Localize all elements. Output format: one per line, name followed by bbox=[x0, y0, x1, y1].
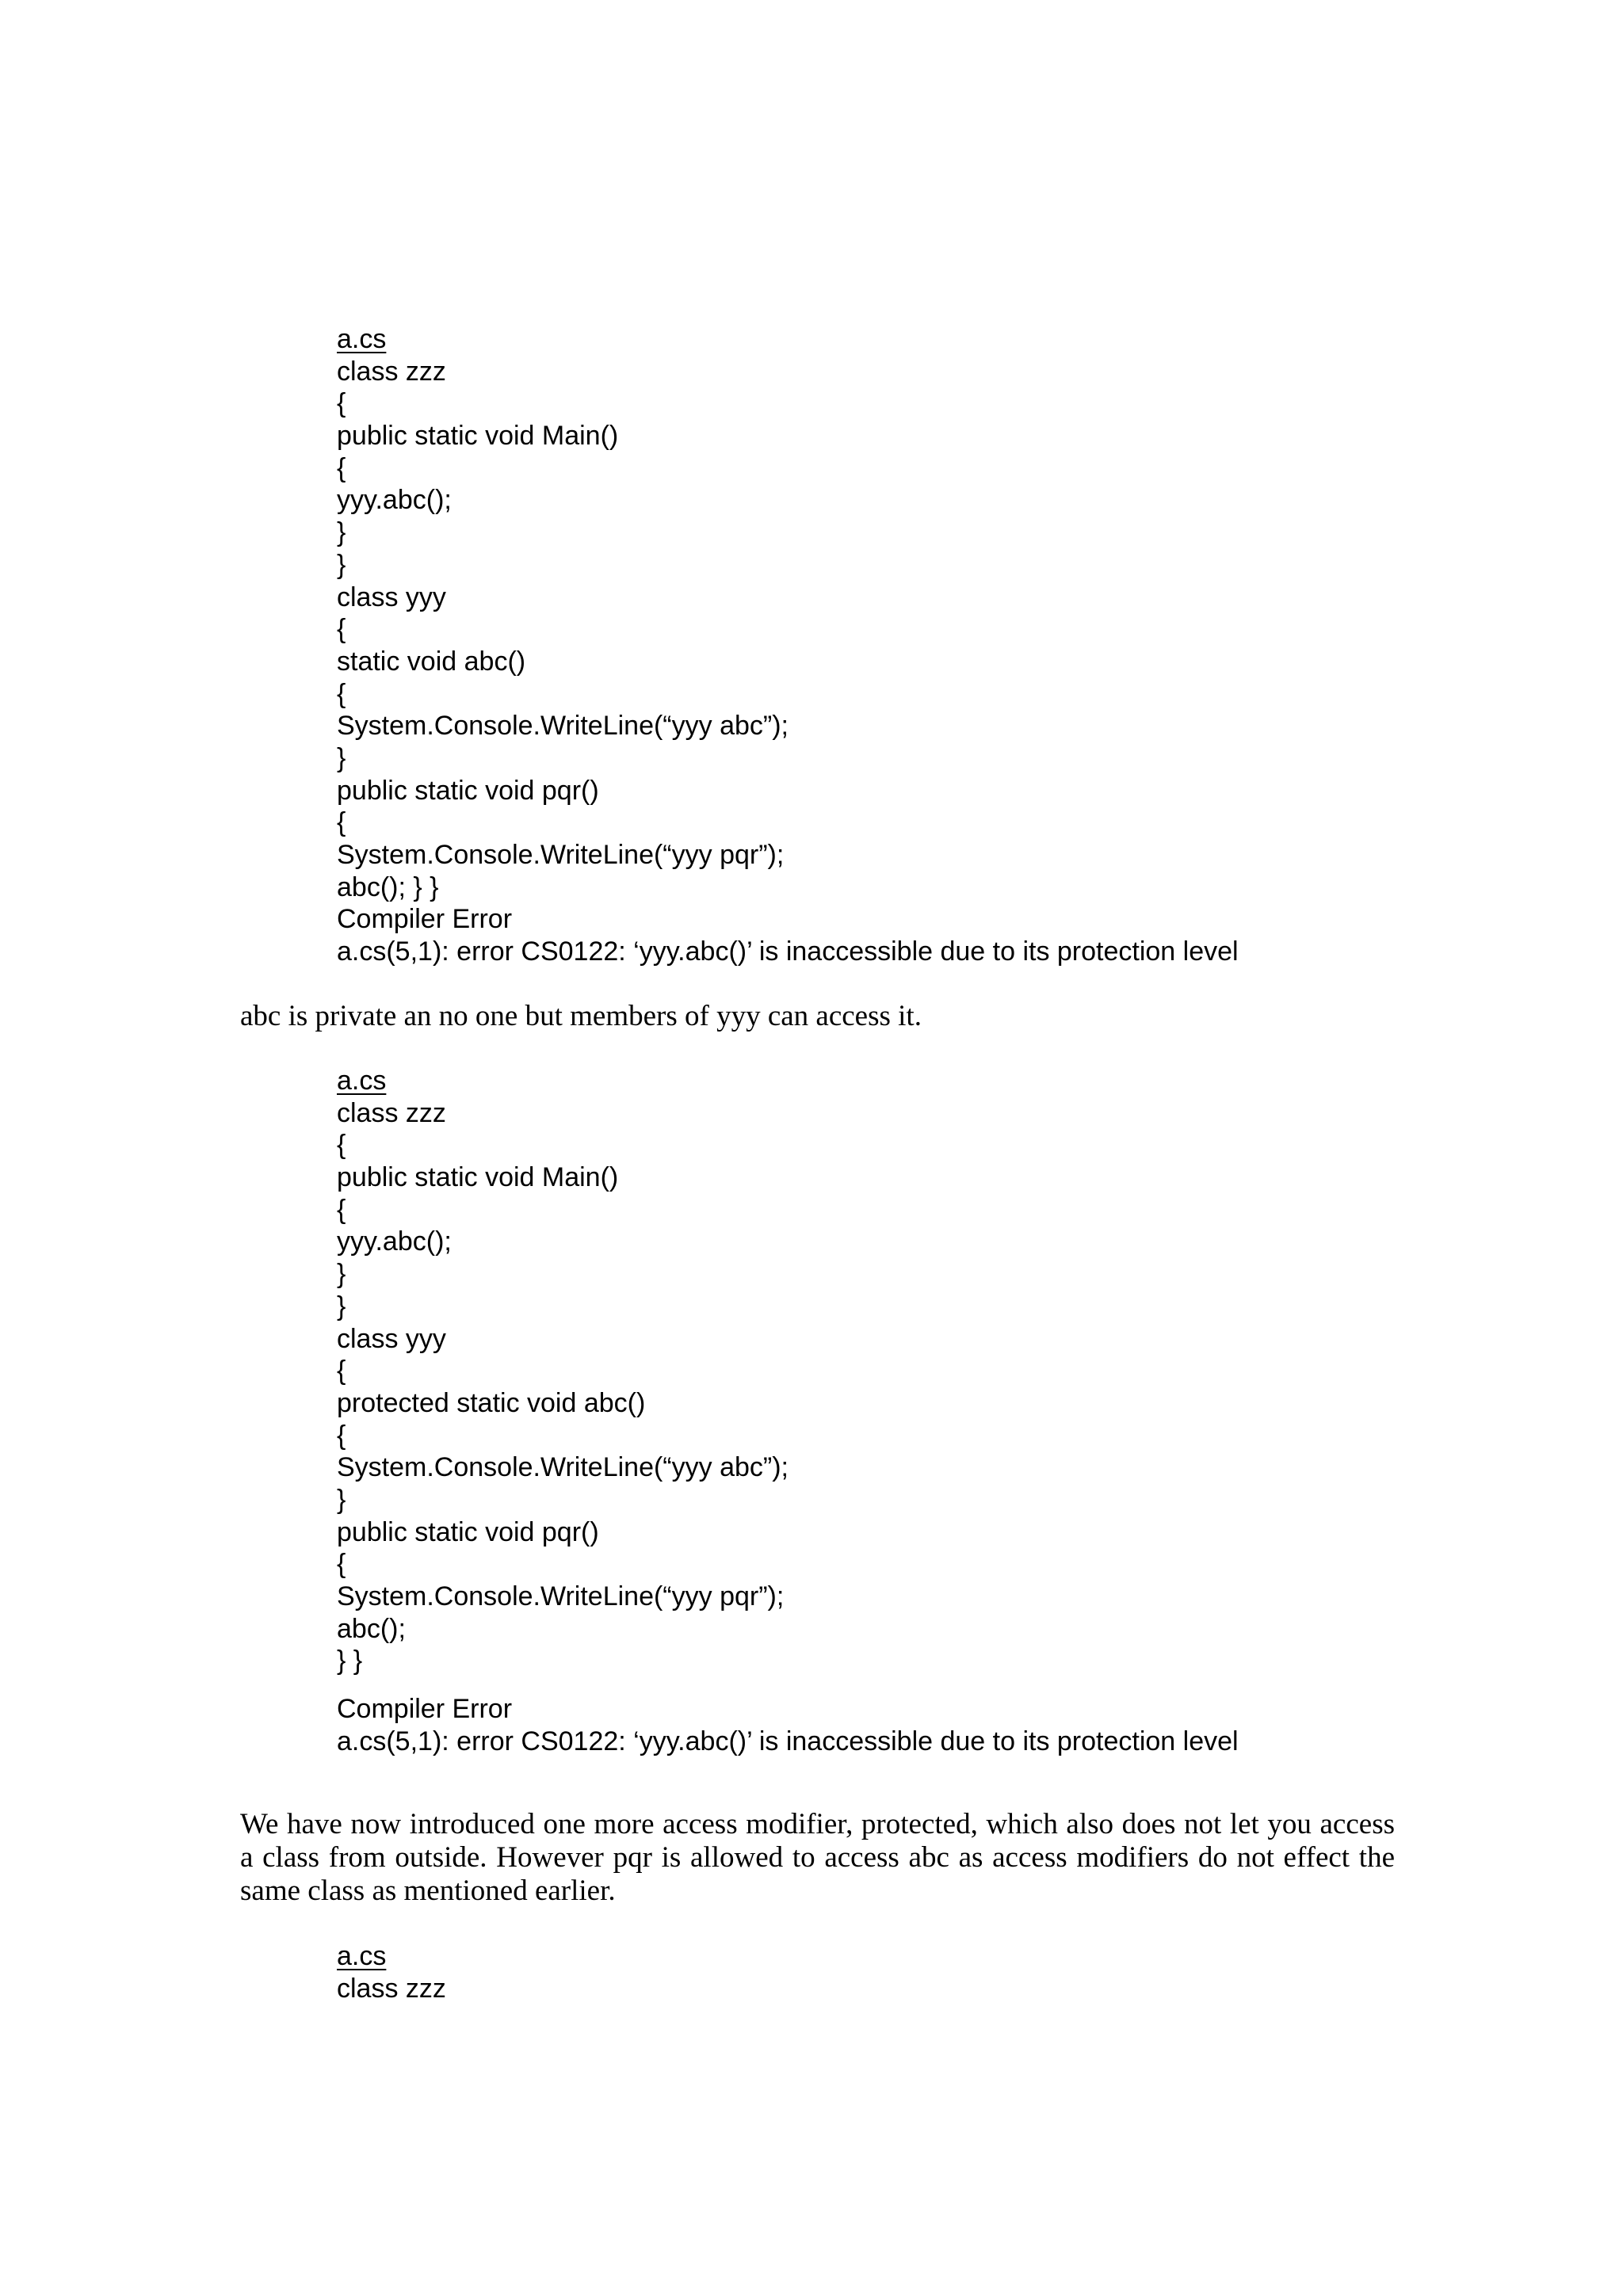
code-line: protected static void abc() bbox=[337, 1387, 646, 1418]
code-line: { bbox=[337, 1194, 346, 1225]
code-example-2 bbox=[337, 1065, 1239, 1757]
code-line: abc(); } } bbox=[337, 871, 439, 902]
explanation-paragraph-2: We have now introduced one more access modifier, protected, which also does not let you access a class from outside. However pqr is allowed to access abc as access modifiers do not effect the same class as mentioned earlier. bbox=[240, 1808, 1395, 1907]
code-line: abc(); bbox=[337, 1613, 406, 1644]
code-line: class zzz bbox=[337, 356, 446, 387]
code-line: System.Console.WriteLine(“yyy pqr”); bbox=[337, 840, 785, 870]
code-line: public static void pqr() bbox=[337, 775, 599, 806]
code-line: static void abc() bbox=[337, 646, 526, 677]
code-line: System.Console.WriteLine(“yyy abc”); bbox=[337, 711, 789, 742]
code-line: yyy.abc(); bbox=[337, 1226, 452, 1257]
code-example-1 bbox=[337, 323, 1239, 968]
code-line: { bbox=[337, 1130, 346, 1161]
code-filename: a.cs bbox=[337, 1941, 387, 1971]
code-line: System.Console.WriteLine(“yyy abc”); bbox=[337, 1452, 789, 1483]
code-line: { bbox=[337, 807, 346, 838]
code-line: { bbox=[337, 1356, 346, 1386]
code-line: System.Console.WriteLine(“yyy pqr”); bbox=[337, 1581, 785, 1611]
code-line: class zzz bbox=[337, 1097, 446, 1128]
code-line: class zzz bbox=[337, 1973, 446, 2004]
compiler-error-title: Compiler Error bbox=[337, 1694, 513, 1725]
code-example-3 bbox=[337, 1940, 446, 2004]
code-line: class yyy bbox=[337, 1323, 446, 1354]
compiler-error-message: a.cs(5,1): error CS0122: ‘yyy.abc()’ is inaccessible due to its protection level bbox=[337, 936, 1239, 967]
code-line: public static void Main() bbox=[337, 421, 619, 452]
code-line: public static void pqr() bbox=[337, 1516, 599, 1547]
code-line: yyy.abc(); bbox=[337, 485, 452, 516]
code-filename: a.cs bbox=[337, 1066, 387, 1096]
code-line: public static void Main() bbox=[337, 1162, 619, 1193]
blank-line bbox=[337, 1677, 1239, 1693]
code-line: { bbox=[337, 1420, 346, 1451]
code-line: } bbox=[337, 1291, 346, 1322]
code-line: } bbox=[337, 1259, 346, 1290]
code-line: class yyy bbox=[337, 582, 446, 612]
code-line: } bbox=[337, 517, 346, 548]
code-line: { bbox=[337, 388, 346, 419]
compiler-error-title: Compiler Error bbox=[337, 904, 513, 935]
explanation-paragraph-1: abc is private an no one but members of yyy can access it. bbox=[240, 1000, 922, 1032]
code-line: } } bbox=[337, 1646, 363, 1676]
code-line: } bbox=[337, 742, 346, 773]
code-filename: a.cs bbox=[337, 324, 387, 354]
code-line: { bbox=[337, 678, 346, 709]
code-line: } bbox=[337, 1484, 346, 1515]
compiler-error-message: a.cs(5,1): error CS0122: ‘yyy.abc()’ is inaccessible due to its protection level bbox=[337, 1726, 1239, 1756]
code-line: { bbox=[337, 1549, 346, 1580]
code-line: { bbox=[337, 614, 346, 645]
code-line: } bbox=[337, 549, 346, 580]
code-line: { bbox=[337, 452, 346, 483]
